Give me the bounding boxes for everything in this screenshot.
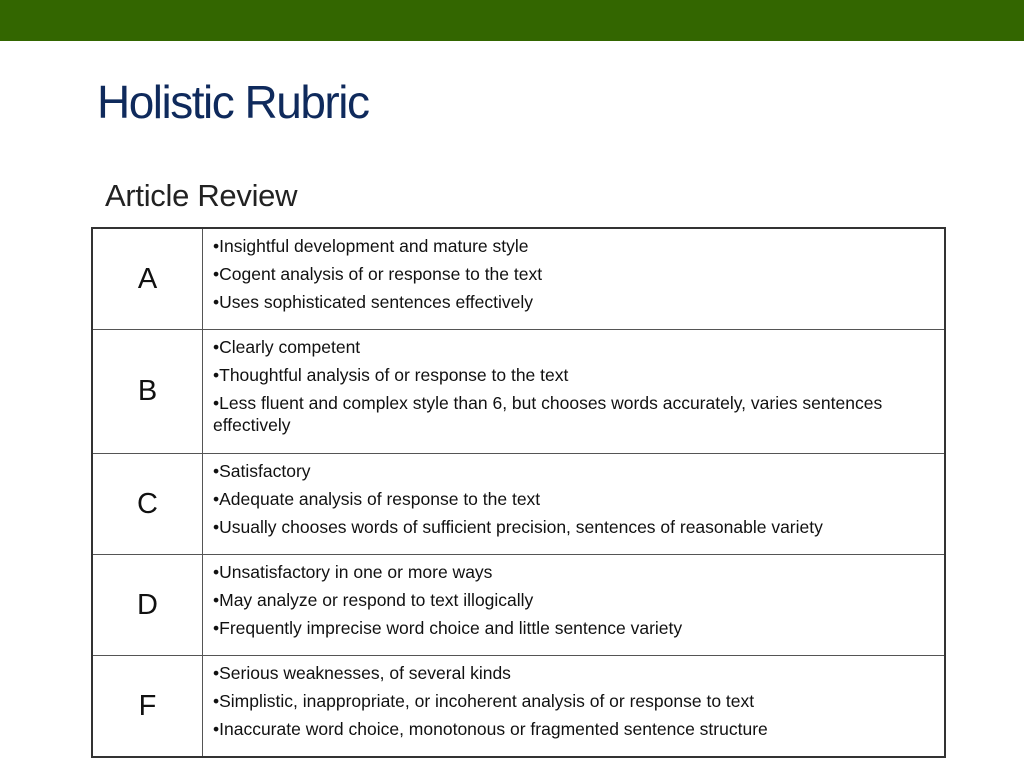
criterion-item: •Satisfactory <box>213 461 311 481</box>
criteria-list <box>203 228 946 330</box>
top-accent-bar <box>0 0 1024 41</box>
criterion-item: •Serious weaknesses, of several kinds <box>213 663 511 683</box>
rubric-row-a <box>92 228 945 330</box>
grade-label: D <box>92 555 203 656</box>
criterion-item: •Insightful development and mature style <box>213 236 529 256</box>
criterion-item: •Unsatisfactory in one or more ways <box>213 562 493 582</box>
criteria-list <box>203 454 946 555</box>
grade-label: F <box>92 656 203 758</box>
criterion-item: •Simplistic, inappropriate, or incoherent analysis of or response to text <box>213 691 755 711</box>
grade-label: B <box>92 330 203 454</box>
slide-title: Holistic Rubric <box>97 76 369 128</box>
rubric-row-b <box>92 330 945 454</box>
criteria-list <box>203 656 946 758</box>
criterion-item: •Usually chooses words of sufficient precision, sentences of reasonable variety <box>213 517 823 537</box>
criterion-item: •Uses sophisticated sentences effectively <box>213 292 533 312</box>
criterion-item: •Frequently imprecise word choice and little sentence variety <box>213 618 683 638</box>
criterion-item: •May analyze or respond to text illogically <box>213 590 534 610</box>
criterion-item: •Less fluent and complex style than 6, but chooses words accurately, varies sentences effectively <box>213 393 883 435</box>
criterion-item: •Thoughtful analysis of or response to the text <box>213 365 569 385</box>
grade-label: C <box>92 454 203 555</box>
slide-subtitle: Article Review <box>105 178 298 213</box>
criterion-item: •Cogent analysis of or response to the text <box>213 264 543 284</box>
criterion-item: •Adequate analysis of response to the text <box>213 489 541 509</box>
rubric-row-d <box>92 555 945 656</box>
criteria-list <box>203 330 946 454</box>
rubric-table <box>91 227 946 758</box>
criterion-item: •Clearly competent <box>213 337 361 357</box>
rubric-row-c <box>92 454 945 555</box>
criteria-list <box>203 555 946 656</box>
rubric-row-f <box>92 656 945 758</box>
criterion-item: •Inaccurate word choice, monotonous or fragmented sentence structure <box>213 719 768 739</box>
grade-label: A <box>92 228 203 330</box>
